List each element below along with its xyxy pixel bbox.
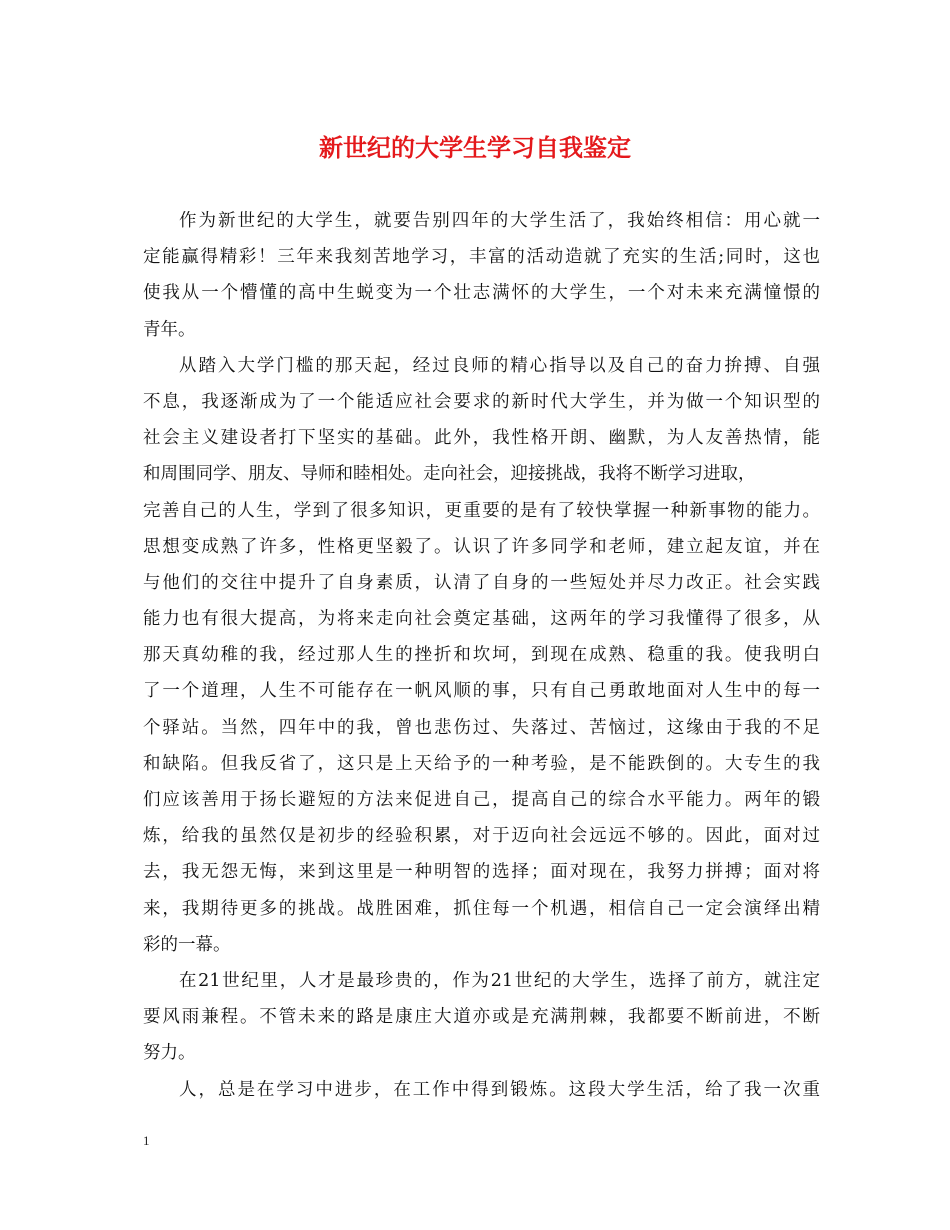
document-body	[143, 203, 820, 1108]
text-line: 人，总是在学习中进步，在工作中得到锻炼。这段大学生活，给了我一次重	[179, 1079, 820, 1100]
text-line: 定能赢得精彩！三年来我刻苦地学习，丰富的活动造就了充实的生活;同时，这也	[143, 247, 820, 268]
text-line: 和缺陷。但我反省了，这只是上天给予的一种考验，是不能跌倒的。大专生的我	[143, 753, 820, 774]
text-line: 个驿站。当然，四年中的我，曾也悲伤过、失落过、苦恼过，这缘由于我的不足	[143, 717, 820, 738]
text-line: 不息，我逐渐成为了一个能适应社会要求的新时代大学生，并为做一个知识型的	[143, 391, 820, 412]
text-line: 彩的一幕。	[143, 934, 231, 955]
text-line: 社会主义建设者打下坚实的基础。此外，我性格开朗、幽默，为人友善热情，能	[143, 428, 820, 449]
text-line: 要风雨兼程。不管未来的路是康庄大道亦或是充满荆棘，我都要不断前进，不断	[143, 1007, 820, 1028]
document-title: 新世纪的大学生学习自我鉴定	[319, 133, 631, 162]
text-line: 努力。	[143, 1043, 196, 1064]
text-line: 使我从一个懵懂的高中生蜕变为一个壮志满怀的大学生，一个对未来充满憧憬的	[143, 283, 820, 304]
text-line: 们应该善用于扬长避短的方法来促进自己，提高自己的综合水平能力。两年的锻	[143, 790, 820, 810]
text-line: 来，我期待更多的挑战。战胜困难，抓住每一个机遇，相信自己一定会演绎出精	[143, 898, 820, 919]
text-line: 与他们的交往中提升了自身素质，认清了自身的一些短处并尽力改正。社会实践	[143, 572, 820, 593]
text-line: 从踏入大学门槛的那天起，经过良师的精心指导以及自己的奋力拚搏、自强	[179, 355, 820, 376]
text-line: 了一个道理，人生不可能存在一帆风顺的事，只有自己勇敢地面对人生中的每一	[143, 681, 820, 702]
text-line: 在21世纪里，人才是最珍贵的，作为21世纪的大学生，选择了前方，就注定	[179, 970, 820, 991]
text-line: 思想变成熟了许多，性格更坚毅了。认识了许多同学和老师，建立起友谊，并在	[143, 536, 820, 557]
page-number: 1	[143, 1133, 150, 1148]
text-line: 炼，给我的虽然仅是初步的经验积累，对于迈向社会远远不够的。因此，面对过	[143, 826, 820, 847]
text-line: 青年。	[143, 319, 196, 340]
text-line: 和周围同学、朋友、导师和睦相处。走向社会，迎接挑战，我将不断学习进取，	[143, 464, 756, 485]
text-line: 那天真幼稚的我，经过那人生的挫折和坎坷，到现在成熟、稳重的我。使我明白	[143, 645, 820, 666]
text-line: 能力也有很大提高，为将来走向社会奠定基础，这两年的学习我懂得了很多，从	[143, 609, 820, 630]
text-line: 完善自己的人生，学到了很多知识，更重要的是有了较快掌握一种新事物的能力。	[143, 500, 820, 521]
text-line: 作为新世纪的大学生，就要告别四年的大学生活了，我始终相信：用心就一	[179, 211, 820, 231]
text-line: 去，我无怨无悔，来到这里是一种明智的选择；面对现在，我努力拼搏；面对将	[143, 862, 820, 883]
